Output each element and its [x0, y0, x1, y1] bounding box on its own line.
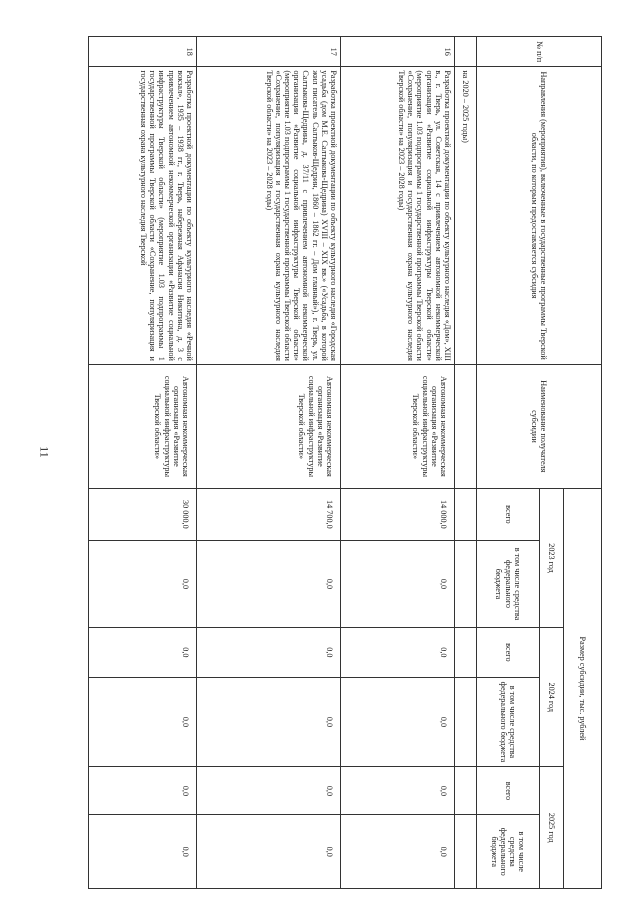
header-federal-2024: в том числе средства федерального бюджета [477, 677, 540, 767]
continuation-row [455, 37, 477, 889]
row-recipient: Автономная некоммерческая организация «Развитие социальной инфраструктуры Тверской области» [341, 364, 455, 488]
row-number: 18 [89, 37, 197, 67]
header-num: № п/п [477, 37, 602, 67]
header-total-2023: всего [477, 488, 540, 540]
header-year-2024: 2024 год [540, 628, 564, 767]
value-federal-2025: 0,0 [197, 815, 341, 889]
value-total-2023: 14 000,0 [341, 488, 455, 540]
value-federal-2023: 0,0 [197, 540, 341, 627]
value-federal-2023: 0,0 [89, 540, 197, 627]
header-total-2024: всего [477, 628, 540, 677]
header-recipient: Наименование получателя субсидии [477, 364, 602, 488]
header-federal-2023: в том числе средства федерального бюджета [477, 540, 540, 627]
continuation-text: на 2020 – 2025 годы) [455, 67, 477, 364]
value-total-2025: 0,0 [341, 767, 455, 815]
header-federal-2025: в том числе средства федерального бюджета [477, 815, 540, 889]
row-number: 16 [341, 37, 455, 67]
value-total-2024: 0,0 [197, 628, 341, 677]
row-recipient: Автономная некоммерческая организация «Развитие социальной инфраструктуры Тверской области» [89, 364, 197, 488]
header-year-2025: 2025 год [540, 767, 564, 889]
header-year-2023: 2023 год [540, 488, 564, 627]
table-row [89, 37, 197, 889]
value-federal-2024: 0,0 [197, 677, 341, 767]
subsidy-table [88, 36, 602, 889]
value-total-2025: 0,0 [197, 767, 341, 815]
value-total-2024: 0,0 [89, 628, 197, 677]
value-total-2024: 0,0 [341, 628, 455, 677]
row-direction: Разработка проектной документации по объекту культурного наследия «Городская усадьба (дом М.Е. Салтыкова-Щедрина) XVIII – XIX вв.» («Усадьба, в которой жил писатель Салтыков-Щедрин, 1860 – 1862 гг. – Дом главный»), г. Тверь, ул. Салтыкова-Щедрина, д. 37/11 с привлечением автономной некоммерческой организации «Развитие социальной инфраструктуры Тверской области» (мероприятие 1.03 подпрограммы 1 государственной программы Тверской области «Сохранение, популяризация и государственная охрана культурного наследия Тверской области» на 2023 – 2028 годы) [197, 67, 341, 364]
value-federal-2024: 0,0 [89, 677, 197, 767]
row-recipient: Автономная некоммерческая организация «Развитие социальной инфраструктуры Тверской области» [197, 364, 341, 488]
row-direction: Разработка проектной документации по объекту культурного наследия «Дом», XIII в., г. Тверь, ул. Советская, 14 с привлечением автономной некоммерческой организации «Развитие социальной инфраструктуры Тверской области» (мероприятие 1.03 подпрограммы 1 государственной программы Тверской области «Сохранение, популяризация и государственная охрана культурного наследия Тверской области» на 2023 – 2028 годы) [341, 67, 455, 364]
value-federal-2023: 0,0 [341, 540, 455, 627]
table-row [197, 37, 341, 889]
value-total-2025: 0,0 [89, 767, 197, 815]
header-total-2025: всего [477, 767, 540, 815]
value-total-2023: 14 700,0 [197, 488, 341, 540]
subsidy-table-page [89, 36, 602, 889]
value-federal-2024: 0,0 [341, 677, 455, 767]
header-subsidy: Размер субсидии, тыс. рублей [564, 488, 602, 888]
value-federal-2025: 0,0 [89, 815, 197, 889]
table-row [341, 37, 455, 889]
value-total-2023: 30 000,0 [89, 488, 197, 540]
row-number: 17 [197, 37, 341, 67]
value-federal-2025: 0,0 [341, 815, 455, 889]
header-direction: Направления (мероприятия), включенные в государственные программы Тверской области, по которым предоставляется субсидия [477, 67, 602, 364]
page-number: 11 [37, 446, 52, 458]
row-direction: Разработка проектной документации по объекту культурного наследия «Речной вокзал», 1935 – 1938 гг., г. Тверь, набережная Афанасия Никитина, д. 3 с привлечением автономной некоммерческой организации «Развитие социальной инфраструктуры Тверской области» (мероприятие 1.03 подпрограммы 1 государственной программы Тверской области «Сохранение, популяризация и государственная охрана культурного наследия Тверской [89, 67, 197, 364]
